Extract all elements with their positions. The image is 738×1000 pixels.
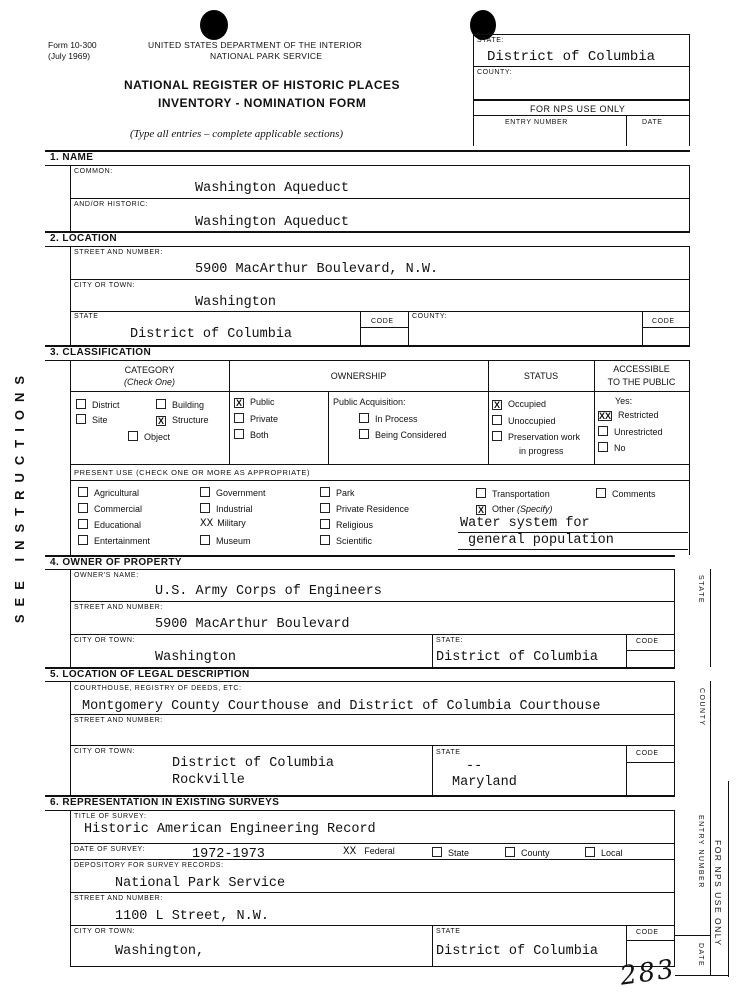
- category-object[interactable]: Object: [128, 431, 170, 442]
- use-park[interactable]: Park: [320, 487, 355, 498]
- legal-state-value-1: --: [466, 759, 483, 774]
- checkbox[interactable]: [476, 488, 486, 498]
- survey-street-label: STREET AND NUMBER:: [74, 895, 163, 902]
- accessible-yes: Yes:: [615, 396, 633, 406]
- courthouse-value: Montgomery County Courthouse and District of Columbia Courthouse: [82, 699, 601, 714]
- section-2-title: 2. LOCATION: [50, 233, 117, 244]
- checkbox[interactable]: [359, 429, 369, 439]
- side-entry-number: ENTRY NUMBER: [697, 815, 704, 889]
- historic-label: AND/OR HISTORIC:: [74, 201, 149, 208]
- survey-state-label: STATE: [436, 928, 461, 935]
- survey-county[interactable]: County: [505, 847, 550, 858]
- survey-state-value: District of Columbia: [436, 944, 599, 959]
- use-industrial[interactable]: Industrial: [200, 503, 253, 514]
- side-date: DATE: [697, 943, 704, 968]
- section-1-title: 1. NAME: [50, 152, 94, 163]
- owner-state-label: STATE:: [436, 637, 464, 644]
- side-nps-use-only: FOR NPS USE ONLY: [713, 840, 723, 947]
- checkbox[interactable]: [78, 503, 88, 513]
- checkbox[interactable]: [200, 487, 210, 497]
- nps-state-value: District of Columbia: [487, 49, 656, 65]
- checkbox[interactable]: [78, 535, 88, 545]
- checkbox[interactable]: [432, 847, 442, 857]
- category-district[interactable]: District: [76, 399, 120, 410]
- checkbox[interactable]: [320, 519, 330, 529]
- location-state-label: STATE: [74, 313, 99, 320]
- checkbox[interactable]: [492, 431, 502, 441]
- punch-mark-left: [200, 10, 228, 40]
- survey-code-label: CODE: [636, 929, 659, 936]
- department-line-1: UNITED STATES DEPARTMENT OF THE INTERIOR: [148, 40, 363, 50]
- checkbox[interactable]: [78, 519, 88, 529]
- form-title-line-1: NATIONAL REGISTER OF HISTORIC PLACES: [124, 78, 401, 92]
- location-code2-label: CODE: [652, 318, 675, 325]
- nps-state-label: STATE:: [477, 37, 505, 44]
- other-use-value-2: general population: [468, 533, 614, 548]
- use-entertainment[interactable]: Entertainment: [78, 535, 150, 546]
- side-state-label: STATE: [697, 575, 704, 605]
- use-comments[interactable]: Comments: [596, 488, 656, 499]
- ownership-public[interactable]: X Public: [235, 397, 275, 408]
- section-5-title: 5. LOCATION OF LEGAL DESCRIPTION: [50, 669, 250, 680]
- checkbox[interactable]: [598, 442, 608, 452]
- use-commercial[interactable]: Commercial: [78, 503, 142, 514]
- location-city-value: Washington: [195, 295, 277, 310]
- category-sub: (Check One): [123, 377, 176, 387]
- checkbox[interactable]: [492, 415, 502, 425]
- military-mark: XX: [200, 518, 214, 530]
- owner-code-label: CODE: [636, 638, 659, 645]
- common-value: Washington Aqueduct: [195, 181, 349, 196]
- nps-use-only: FOR NPS USE ONLY: [530, 104, 626, 114]
- use-private-residence[interactable]: Private Residence: [320, 503, 409, 514]
- checkbox[interactable]: [505, 847, 515, 857]
- owner-street-label: STREET AND NUMBER:: [74, 604, 163, 611]
- checkbox[interactable]: [128, 431, 138, 441]
- nps-entry-number: ENTRY NUMBER: [505, 119, 568, 126]
- depository-label: DEPOSITORY FOR SURVEY RECORDS:: [74, 862, 224, 869]
- acquisition-being-considered[interactable]: Being Considered: [359, 429, 447, 440]
- use-educational[interactable]: Educational: [78, 519, 141, 530]
- survey-title-label: TITLE OF SURVEY:: [74, 813, 147, 820]
- survey-local[interactable]: Local: [585, 847, 623, 858]
- status-preservation-line2: in progress: [519, 446, 564, 456]
- checkbox-checked[interactable]: XX: [599, 411, 612, 421]
- checkbox[interactable]: [200, 535, 210, 545]
- checkbox[interactable]: [320, 487, 330, 497]
- owner-state-value: District of Columbia: [436, 650, 599, 665]
- nps-date: DATE: [642, 119, 663, 126]
- checkbox[interactable]: [78, 487, 88, 497]
- category-structure[interactable]: X Structure: [157, 415, 209, 426]
- ownership-both[interactable]: Both: [234, 429, 269, 440]
- historic-value: Washington Aqueduct: [195, 215, 349, 230]
- checkbox-checked[interactable]: X: [157, 416, 164, 426]
- legal-city-value-1: District of Columbia: [172, 756, 335, 771]
- checkbox[interactable]: [200, 503, 210, 513]
- accessible-unrestricted[interactable]: Unrestricted: [598, 426, 663, 437]
- owner-city-value: Washington: [155, 650, 237, 665]
- federal-mark: XX: [343, 846, 357, 858]
- location-street-value: 5900 MacArthur Boulevard, N.W.: [195, 262, 439, 277]
- form-number: Form 10-300: [48, 40, 97, 50]
- section-4-title: 4. OWNER OF PROPERTY: [50, 557, 182, 568]
- type-instruction: (Type all entries – complete applicable sections): [130, 128, 344, 140]
- checkbox[interactable]: [585, 847, 595, 857]
- status-preservation[interactable]: Preservation work: [492, 431, 580, 442]
- checkbox[interactable]: [598, 426, 608, 436]
- checkbox[interactable]: [596, 488, 606, 498]
- status-occupied[interactable]: X Occupied: [493, 399, 547, 410]
- accessible-no[interactable]: No: [598, 442, 626, 453]
- nps-county-label: COUNTY:: [477, 69, 513, 76]
- section-3-title: 3. CLASSIFICATION: [50, 347, 152, 358]
- survey-city-label: CITY OR TOWN:: [74, 928, 136, 935]
- category-building[interactable]: Building: [156, 399, 204, 410]
- survey-date-value: 1972-1973: [192, 847, 265, 862]
- owner-name-value: U.S. Army Corps of Engineers: [155, 584, 382, 599]
- legal-street-label: STREET AND NUMBER:: [74, 717, 163, 724]
- owner-street-value: 5900 MacArthur Boulevard: [155, 617, 350, 632]
- survey-street-value: 1100 L Street, N.W.: [115, 909, 269, 924]
- common-label: COMMON:: [74, 168, 113, 175]
- courthouse-label: COURTHOUSE, REGISTRY OF DEEDS, ETC:: [74, 685, 242, 692]
- checkbox-checked[interactable]: X: [477, 505, 484, 515]
- accessible-head-1: ACCESSIBLE: [613, 364, 670, 374]
- status-unoccupied[interactable]: Unoccupied: [492, 415, 556, 426]
- location-code-label: CODE: [371, 318, 394, 325]
- accessible-restricted[interactable]: XX Restricted: [599, 410, 659, 421]
- survey-title-value: Historic American Engineering Record: [84, 822, 376, 837]
- owner-city-label: CITY OR TOWN:: [74, 637, 136, 644]
- legal-state-label: STATE: [436, 749, 461, 756]
- checkbox[interactable]: [320, 503, 330, 513]
- survey-date-label: DATE OF SURVEY:: [74, 846, 145, 853]
- location-city-label: CITY OR TOWN:: [74, 282, 136, 289]
- location-county-label: COUNTY:: [412, 313, 448, 320]
- department-line-2: NATIONAL PARK SERVICE: [210, 51, 323, 61]
- form-date: (July 1969): [48, 51, 91, 61]
- survey-city-value: Washington,: [115, 944, 205, 959]
- status-head: STATUS: [523, 371, 559, 381]
- use-museum[interactable]: Museum: [200, 535, 251, 546]
- survey-state[interactable]: State: [432, 847, 469, 858]
- legal-code-label: CODE: [636, 750, 659, 757]
- location-state-value: District of Columbia: [130, 327, 293, 342]
- checkbox[interactable]: [76, 414, 86, 424]
- survey-federal[interactable]: XX Federal: [343, 846, 395, 858]
- acquisition-in-process[interactable]: In Process: [359, 413, 418, 424]
- ownership-private[interactable]: Private: [234, 413, 278, 424]
- present-use-label: PRESENT USE (CHECK ONE OR MORE AS APPROPRIATE): [74, 468, 311, 477]
- use-agricultural[interactable]: Agricultural: [78, 487, 139, 498]
- use-religious[interactable]: Religious: [320, 519, 373, 530]
- location-street-label: STREET AND NUMBER:: [74, 249, 163, 256]
- side-county-label: COUNTY: [698, 688, 705, 727]
- use-military[interactable]: XX Military: [200, 518, 246, 530]
- checkbox[interactable]: [359, 413, 369, 423]
- checkbox-checked[interactable]: X: [493, 400, 500, 410]
- checkbox[interactable]: [76, 399, 86, 409]
- depository-value: National Park Service: [115, 876, 286, 891]
- use-government[interactable]: Government: [200, 487, 266, 498]
- form-title-line-2: INVENTORY - NOMINATION FORM: [158, 96, 367, 110]
- accessible-head-2: TO THE PUBLIC: [607, 377, 676, 387]
- checkbox-checked[interactable]: X: [235, 398, 242, 408]
- public-acquisition-label: Public Acquisition:: [333, 397, 406, 407]
- page-number: 283: [618, 954, 678, 992]
- checkbox[interactable]: [156, 399, 166, 409]
- category-site[interactable]: Site: [76, 414, 108, 425]
- checkbox[interactable]: [320, 535, 330, 545]
- category-head: CATEGORY: [124, 365, 175, 375]
- checkbox[interactable]: [234, 413, 244, 423]
- checkbox[interactable]: [234, 429, 244, 439]
- legal-city-value-2: Rockville: [172, 773, 245, 788]
- owner-name-label: OWNER'S NAME:: [74, 572, 139, 579]
- use-other[interactable]: X Other (Specify): [477, 504, 553, 515]
- ownership-head: OWNERSHIP: [330, 371, 387, 381]
- use-scientific[interactable]: Scientific: [320, 535, 372, 546]
- other-use-value-1: Water system for: [460, 516, 590, 531]
- section-6-title: 6. REPRESENTATION IN EXISTING SURVEYS: [50, 797, 280, 808]
- legal-city-label: CITY OR TOWN:: [74, 748, 136, 755]
- see-instructions-side: SEE INSTRUCTIONS: [12, 368, 27, 624]
- legal-state-value-2: Maryland: [452, 775, 517, 790]
- use-transportation[interactable]: Transportation: [476, 488, 550, 499]
